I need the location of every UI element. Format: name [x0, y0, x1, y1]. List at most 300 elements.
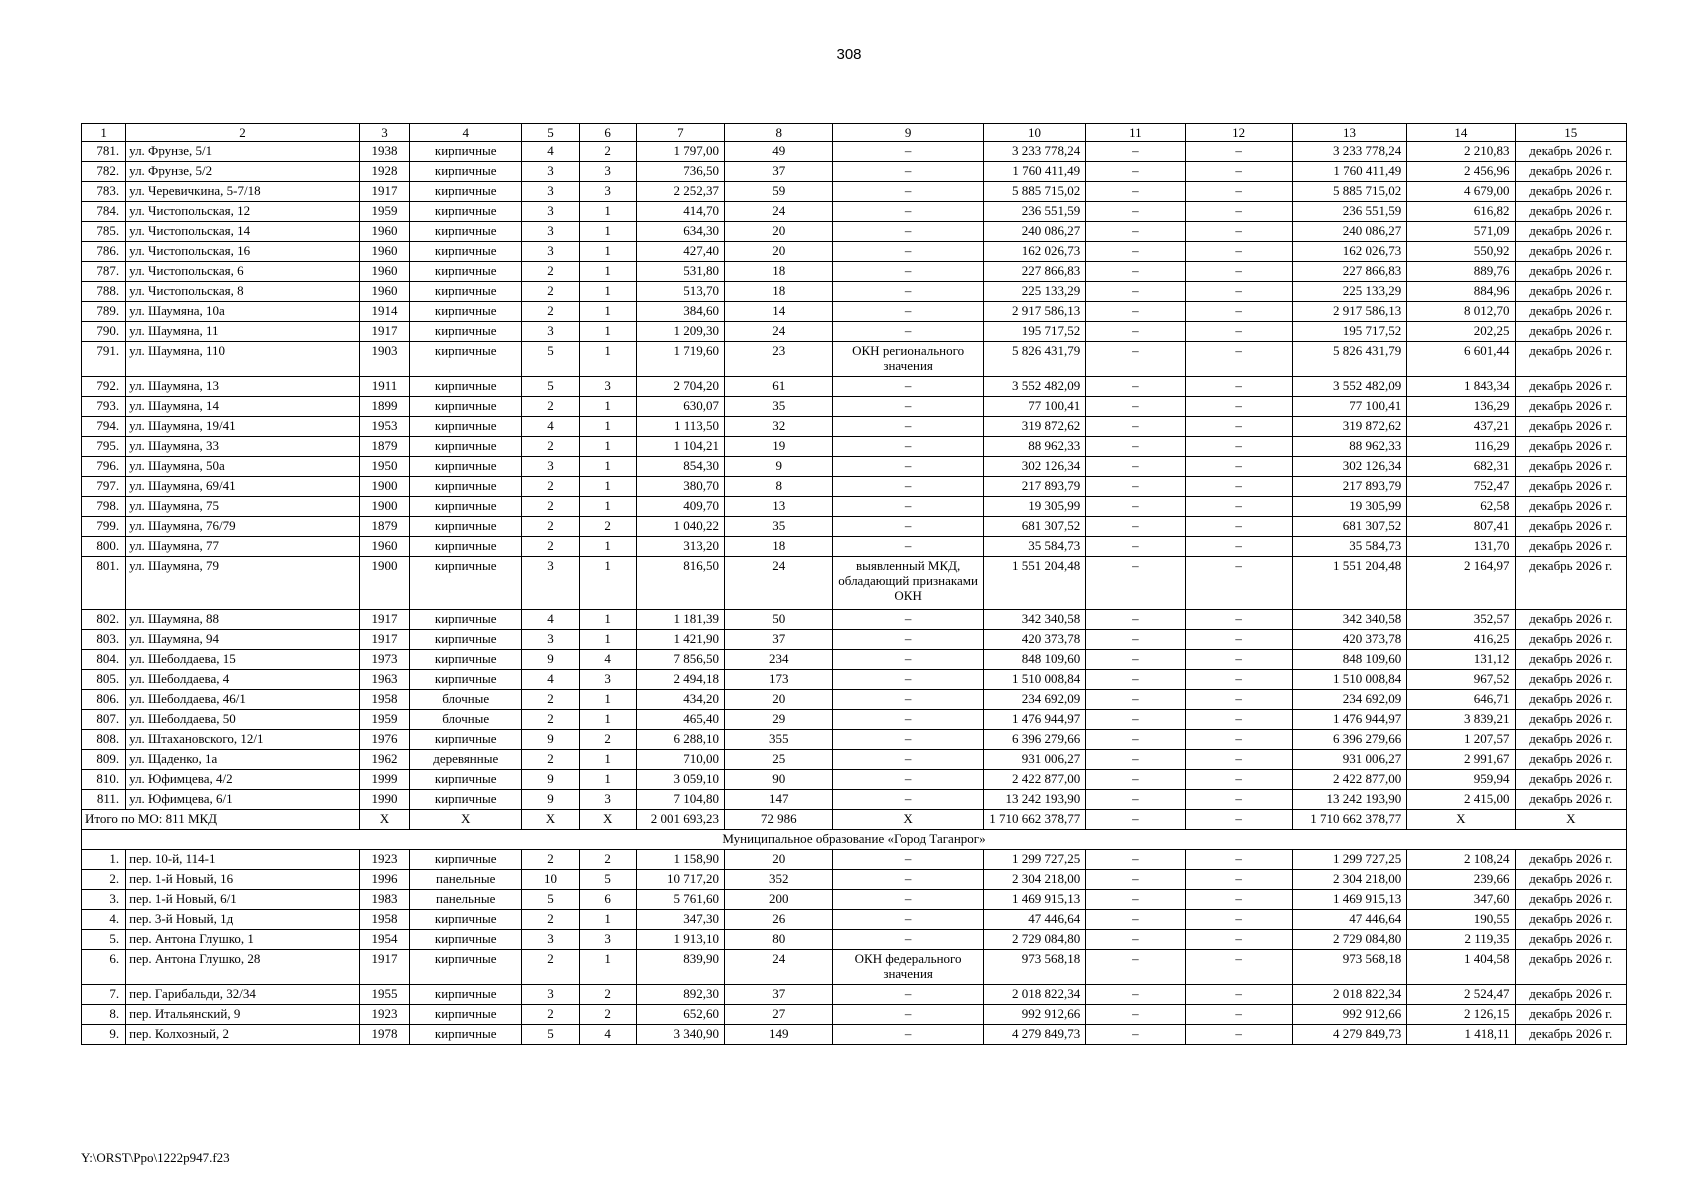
table-row [82, 497, 1627, 517]
table-cell: 302 126,34 [1292, 457, 1406, 477]
table-cell: кирпичные [410, 142, 522, 162]
table-cell: – [1185, 477, 1292, 497]
table-cell: 2 422 877,00 [1292, 770, 1406, 790]
table-cell: 652,60 [636, 1005, 724, 1025]
address-cell: ул. Юфимцева, 4/2 [126, 770, 360, 790]
table-cell: декабрь 2026 г. [1515, 890, 1626, 910]
table-cell: 892,30 [636, 985, 724, 1005]
table-cell: – [1086, 690, 1185, 710]
table-cell: 20 [725, 242, 833, 262]
total-cell: X [410, 810, 522, 830]
table-row [82, 342, 1627, 377]
table-cell: – [1185, 162, 1292, 182]
table-cell: 3 552 482,09 [983, 377, 1085, 397]
table-cell: 1900 [359, 497, 409, 517]
table-cell: 2 018 822,34 [1292, 985, 1406, 1005]
table-cell: 352 [725, 870, 833, 890]
table-row [82, 930, 1627, 950]
table-cell: кирпичные [410, 377, 522, 397]
table-cell: декабрь 2026 г. [1515, 710, 1626, 730]
table-cell: 1 [579, 610, 636, 630]
section-title: Муниципальное образование «Город Таганрог» [82, 830, 1627, 850]
table-cell: 302 126,34 [983, 457, 1085, 477]
table-cell: 808. [82, 730, 126, 750]
table-cell: декабрь 2026 г. [1515, 730, 1626, 750]
table-cell: 681 307,52 [1292, 517, 1406, 537]
table-cell: декабрь 2026 г. [1515, 377, 1626, 397]
address-cell: ул. Шаумяна, 13 [126, 377, 360, 397]
table-cell: декабрь 2026 г. [1515, 750, 1626, 770]
table-cell: – [1086, 222, 1185, 242]
address-cell: ул. Шаумяна, 33 [126, 437, 360, 457]
table-cell: 10 [522, 870, 579, 890]
table-cell: 2 [579, 517, 636, 537]
table-cell: панельные [410, 870, 522, 890]
table-cell: 420 373,78 [983, 630, 1085, 650]
table-row [82, 417, 1627, 437]
table-cell: 236 551,59 [1292, 202, 1406, 222]
table-cell: 736,50 [636, 162, 724, 182]
table-cell: 1 [579, 302, 636, 322]
table-cell: 8 [725, 477, 833, 497]
table-cell: 37 [725, 162, 833, 182]
table-cell: 136,29 [1407, 397, 1515, 417]
table-cell: – [833, 517, 983, 537]
table-cell: – [833, 1025, 983, 1045]
table-cell: 1959 [359, 202, 409, 222]
table-cell: 1879 [359, 517, 409, 537]
table-cell: – [1185, 437, 1292, 457]
table-cell: кирпичные [410, 477, 522, 497]
address-cell: ул. Щаденко, 1а [126, 750, 360, 770]
table-cell: 61 [725, 377, 833, 397]
table-cell: блочные [410, 690, 522, 710]
column-header: 2 [126, 124, 360, 142]
table-cell: – [1185, 282, 1292, 302]
table-cell: декабрь 2026 г. [1515, 497, 1626, 517]
address-cell: ул. Шаумяна, 79 [126, 557, 360, 610]
address-cell: ул. Шаумяна, 110 [126, 342, 360, 377]
table-cell: – [833, 437, 983, 457]
address-cell: ул. Чистопольская, 14 [126, 222, 360, 242]
table-cell: декабрь 2026 г. [1515, 397, 1626, 417]
table-cell: – [1185, 322, 1292, 342]
table-cell: кирпичные [410, 950, 522, 985]
table-cell: – [833, 242, 983, 262]
table-cell: 26 [725, 910, 833, 930]
table-cell: – [1086, 730, 1185, 750]
table-cell: 634,30 [636, 222, 724, 242]
table-cell: 710,00 [636, 750, 724, 770]
table-cell: 355 [725, 730, 833, 750]
total-label: Итого по МО: 811 МКД [82, 810, 360, 830]
table-cell: – [1086, 397, 1185, 417]
table-cell: 4. [82, 910, 126, 930]
table-cell: 1 [579, 710, 636, 730]
table-cell: 959,94 [1407, 770, 1515, 790]
table-cell: 1 843,34 [1407, 377, 1515, 397]
table-row [82, 710, 1627, 730]
address-cell: ул. Шаумяна, 14 [126, 397, 360, 417]
table-cell: кирпичные [410, 850, 522, 870]
table-cell: – [1086, 930, 1185, 950]
table-cell: 790. [82, 322, 126, 342]
table-cell: 47 446,64 [983, 910, 1085, 930]
table-cell: 1923 [359, 850, 409, 870]
table-cell: – [1185, 650, 1292, 670]
table-cell: 1954 [359, 930, 409, 950]
table-cell: кирпичные [410, 910, 522, 930]
table-cell: – [1086, 537, 1185, 557]
table-cell: 62,58 [1407, 497, 1515, 517]
column-header: 8 [725, 124, 833, 142]
table-cell: 1923 [359, 1005, 409, 1025]
table-cell: 3 [522, 222, 579, 242]
table-cell: 2 [522, 850, 579, 870]
table-cell: декабрь 2026 г. [1515, 322, 1626, 342]
table-cell: – [1185, 870, 1292, 890]
table-cell: – [833, 182, 983, 202]
table-cell: – [1185, 557, 1292, 610]
table-cell: 77 100,41 [983, 397, 1085, 417]
table-cell: декабрь 2026 г. [1515, 870, 1626, 890]
table-row [82, 202, 1627, 222]
table-cell: 3 [522, 457, 579, 477]
table-cell: 550,92 [1407, 242, 1515, 262]
table-cell: – [833, 985, 983, 1005]
table-cell: 2 119,35 [1407, 930, 1515, 950]
table-cell: – [833, 322, 983, 342]
table-cell: – [833, 477, 983, 497]
table-row [82, 770, 1627, 790]
table-cell: – [833, 497, 983, 517]
table-cell: декабрь 2026 г. [1515, 302, 1626, 322]
table-cell: 234 [725, 650, 833, 670]
table-cell: – [833, 302, 983, 322]
table-cell: 2 [522, 1005, 579, 1025]
table-cell: 195 717,52 [983, 322, 1085, 342]
table-cell: 319 872,62 [1292, 417, 1406, 437]
table-cell: кирпичные [410, 417, 522, 437]
table-cell: 162 026,73 [1292, 242, 1406, 262]
table-cell: декабрь 2026 г. [1515, 437, 1626, 457]
table-cell: 5 885 715,02 [1292, 182, 1406, 202]
table-cell: 77 100,41 [1292, 397, 1406, 417]
table-cell: 2 [579, 850, 636, 870]
table-cell: 319 872,62 [983, 417, 1085, 437]
table-cell: 1 469 915,13 [983, 890, 1085, 910]
table-cell: 9 [522, 730, 579, 750]
table-cell: декабрь 2026 г. [1515, 557, 1626, 610]
table-cell: 4 [579, 650, 636, 670]
table-cell: 1960 [359, 262, 409, 282]
table-cell: 24 [725, 322, 833, 342]
total-cell: X [522, 810, 579, 830]
table-cell: 1996 [359, 870, 409, 890]
table-cell: 1 [579, 690, 636, 710]
table-cell: 18 [725, 537, 833, 557]
table-row [82, 650, 1627, 670]
total-cell: X [833, 810, 983, 830]
table-cell: 1 207,57 [1407, 730, 1515, 750]
table-header-row [82, 124, 1627, 142]
table-cell: кирпичные [410, 322, 522, 342]
table-cell: 884,96 [1407, 282, 1515, 302]
table-cell: 2 917 586,13 [983, 302, 1085, 322]
table-row [82, 557, 1627, 610]
table-cell: 2 [522, 690, 579, 710]
table-cell: – [833, 457, 983, 477]
table-row [82, 870, 1627, 890]
table-cell: 1 [579, 457, 636, 477]
table-cell: 810. [82, 770, 126, 790]
table-cell: 1 [579, 537, 636, 557]
table-cell: декабрь 2026 г. [1515, 770, 1626, 790]
table-row [82, 1005, 1627, 1025]
address-cell: ул. Шаумяна, 50а [126, 457, 360, 477]
table-row [82, 537, 1627, 557]
table-cell: 2 [522, 302, 579, 322]
table-cell: 1960 [359, 282, 409, 302]
table-cell: 1 [579, 262, 636, 282]
table-cell: – [1185, 222, 1292, 242]
table-cell: 1 299 727,25 [1292, 850, 1406, 870]
table-cell: 3 059,10 [636, 770, 724, 790]
column-header: 1 [82, 124, 126, 142]
table-cell: 787. [82, 262, 126, 282]
table-cell: 217 893,79 [983, 477, 1085, 497]
table-cell: декабрь 2026 г. [1515, 1025, 1626, 1045]
table-cell: – [833, 850, 983, 870]
table-cell: панельные [410, 890, 522, 910]
table-cell: 37 [725, 985, 833, 1005]
address-cell: пер. Антона Глушко, 28 [126, 950, 360, 985]
table-row [82, 950, 1627, 985]
table-cell: – [1086, 322, 1185, 342]
table-cell: – [1185, 750, 1292, 770]
table-cell: кирпичные [410, 437, 522, 457]
table-cell: 2 108,24 [1407, 850, 1515, 870]
table-cell: 437,21 [1407, 417, 1515, 437]
table-cell: 5 761,60 [636, 890, 724, 910]
table-cell: кирпичные [410, 182, 522, 202]
table-cell: 1 421,90 [636, 630, 724, 650]
table-cell: 1 [579, 950, 636, 985]
table-cell: кирпичные [410, 397, 522, 417]
table-cell: 195 717,52 [1292, 322, 1406, 342]
table-cell: 2 991,67 [1407, 750, 1515, 770]
table-cell: – [1086, 850, 1185, 870]
table-cell: 1 760 411,49 [983, 162, 1085, 182]
table-cell: 973 568,18 [1292, 950, 1406, 985]
table-cell: 7. [82, 985, 126, 1005]
address-cell: ул. Шаумяна, 11 [126, 322, 360, 342]
table-cell: 1917 [359, 322, 409, 342]
table-cell: 2 729 084,80 [1292, 930, 1406, 950]
table-cell: декабрь 2026 г. [1515, 222, 1626, 242]
table-cell: 1 [579, 630, 636, 650]
table-cell: 616,82 [1407, 202, 1515, 222]
table-cell: 848 109,60 [983, 650, 1085, 670]
table-cell: – [833, 417, 983, 437]
table-cell: 1 [579, 322, 636, 342]
table-cell: 131,70 [1407, 537, 1515, 557]
address-cell: ул. Чистопольская, 12 [126, 202, 360, 222]
table-cell: кирпичные [410, 162, 522, 182]
table-cell: 384,60 [636, 302, 724, 322]
table-cell: 1 418,11 [1407, 1025, 1515, 1045]
table-cell: 781. [82, 142, 126, 162]
table-cell: декабрь 2026 г. [1515, 690, 1626, 710]
table-cell: 1 510 008,84 [1292, 670, 1406, 690]
table-cell: – [1086, 1005, 1185, 1025]
table-cell: – [1185, 302, 1292, 322]
table-row [82, 262, 1627, 282]
table-cell: кирпичные [410, 670, 522, 690]
table-cell: – [833, 537, 983, 557]
table-cell: – [833, 282, 983, 302]
address-cell: ул. Шеболдаева, 15 [126, 650, 360, 670]
table-cell: 47 446,64 [1292, 910, 1406, 930]
table-cell: 2 524,47 [1407, 985, 1515, 1005]
table-cell: 37 [725, 630, 833, 650]
table-cell: 2 [579, 730, 636, 750]
table-cell: 782. [82, 162, 126, 182]
address-cell: ул. Шаумяна, 76/79 [126, 517, 360, 537]
table-cell: – [1086, 910, 1185, 930]
table-cell: 1 [579, 342, 636, 377]
table-row [82, 750, 1627, 770]
table-cell: – [1185, 142, 1292, 162]
column-header: 4 [410, 124, 522, 142]
table-cell: 2 210,83 [1407, 142, 1515, 162]
table-cell: 1899 [359, 397, 409, 417]
table-cell: 682,31 [1407, 457, 1515, 477]
table-cell: – [1086, 770, 1185, 790]
table-cell: кирпичные [410, 630, 522, 650]
address-cell: пер. Антона Глушко, 1 [126, 930, 360, 950]
address-cell: ул. Шаумяна, 88 [126, 610, 360, 630]
table-cell: 9 [522, 650, 579, 670]
total-cell: X [1407, 810, 1515, 830]
table-cell: 797. [82, 477, 126, 497]
table-cell: – [1086, 670, 1185, 690]
table-cell: 18 [725, 282, 833, 302]
table-cell: 848 109,60 [1292, 650, 1406, 670]
column-header: 13 [1292, 124, 1406, 142]
address-cell: пер. Итальянский, 9 [126, 1005, 360, 1025]
total-cell: X [579, 810, 636, 830]
table-cell: 88 962,33 [983, 437, 1085, 457]
table-cell: 227 866,83 [983, 262, 1085, 282]
table-cell: кирпичные [410, 770, 522, 790]
table-cell: 967,52 [1407, 670, 1515, 690]
table-cell: 7 104,80 [636, 790, 724, 810]
table-cell: декабрь 2026 г. [1515, 457, 1626, 477]
table-cell: кирпичные [410, 650, 522, 670]
table-cell: 1 181,39 [636, 610, 724, 630]
table-cell: 2 [579, 142, 636, 162]
table-cell: 2 [522, 262, 579, 282]
table-cell: 839,90 [636, 950, 724, 985]
table-cell: 35 584,73 [1292, 537, 1406, 557]
address-cell: ул. Шаумяна, 75 [126, 497, 360, 517]
table-cell: 2 704,20 [636, 377, 724, 397]
address-cell: ул. Чистопольская, 16 [126, 242, 360, 262]
table-cell: – [1185, 890, 1292, 910]
table-cell: 2 [579, 1005, 636, 1025]
table-cell: – [1185, 182, 1292, 202]
table-cell: 1. [82, 850, 126, 870]
total-cell: X [359, 810, 409, 830]
table-cell: 162 026,73 [983, 242, 1085, 262]
table-cell: 2 415,00 [1407, 790, 1515, 810]
address-cell: пер. 3-й Новый, 1д [126, 910, 360, 930]
table-cell: кирпичные [410, 790, 522, 810]
table-cell: кирпичные [410, 242, 522, 262]
table-cell: – [1185, 377, 1292, 397]
address-cell: пер. Гарибальди, 32/34 [126, 985, 360, 1005]
address-cell: ул. Фрунзе, 5/2 [126, 162, 360, 182]
table-cell: – [1086, 342, 1185, 377]
table-row [82, 1025, 1627, 1045]
table-cell: – [1185, 610, 1292, 630]
table-cell: 1990 [359, 790, 409, 810]
table-cell: 240 086,27 [1292, 222, 1406, 242]
table-cell: 2 456,96 [1407, 162, 1515, 182]
table-cell: 3 [522, 985, 579, 1005]
table-cell: – [833, 397, 983, 417]
table-cell: ОКН регионального значения [833, 342, 983, 377]
table-cell: 4 [522, 417, 579, 437]
table-row [82, 302, 1627, 322]
table-cell: 313,20 [636, 537, 724, 557]
table-cell: блочные [410, 710, 522, 730]
address-cell: пер. 1-й Новый, 16 [126, 870, 360, 890]
file-path: Y:\ORST\Ppo\1222p947.f23 [81, 1150, 230, 1165]
table-cell: – [1086, 477, 1185, 497]
table-cell: 380,70 [636, 477, 724, 497]
table-cell: 14 [725, 302, 833, 322]
table-cell: 2 126,15 [1407, 1005, 1515, 1025]
table-cell: 2 164,97 [1407, 557, 1515, 610]
table-cell: – [1185, 537, 1292, 557]
table-cell: 19 305,99 [1292, 497, 1406, 517]
table-cell: 5 826 431,79 [1292, 342, 1406, 377]
table-cell: 2 [522, 910, 579, 930]
table-cell: 1973 [359, 650, 409, 670]
total-cell: 72 986 [725, 810, 833, 830]
table-cell: 4 [522, 142, 579, 162]
table-cell: 811. [82, 790, 126, 810]
table-cell: 1950 [359, 457, 409, 477]
table-cell: – [1086, 242, 1185, 262]
table-cell: 809. [82, 750, 126, 770]
table-cell: 10 717,20 [636, 870, 724, 890]
table-cell: 3 [522, 630, 579, 650]
table-cell: – [833, 610, 983, 630]
table-cell: 5 826 431,79 [983, 342, 1085, 377]
table-cell: 793. [82, 397, 126, 417]
table-cell: 1900 [359, 477, 409, 497]
table-cell: 4 [579, 1025, 636, 1045]
table-cell: – [833, 690, 983, 710]
address-cell: ул. Черевичкина, 5-7/18 [126, 182, 360, 202]
table-cell: 798. [82, 497, 126, 517]
column-header: 9 [833, 124, 983, 142]
table-cell: 531,80 [636, 262, 724, 282]
table-row [82, 790, 1627, 810]
